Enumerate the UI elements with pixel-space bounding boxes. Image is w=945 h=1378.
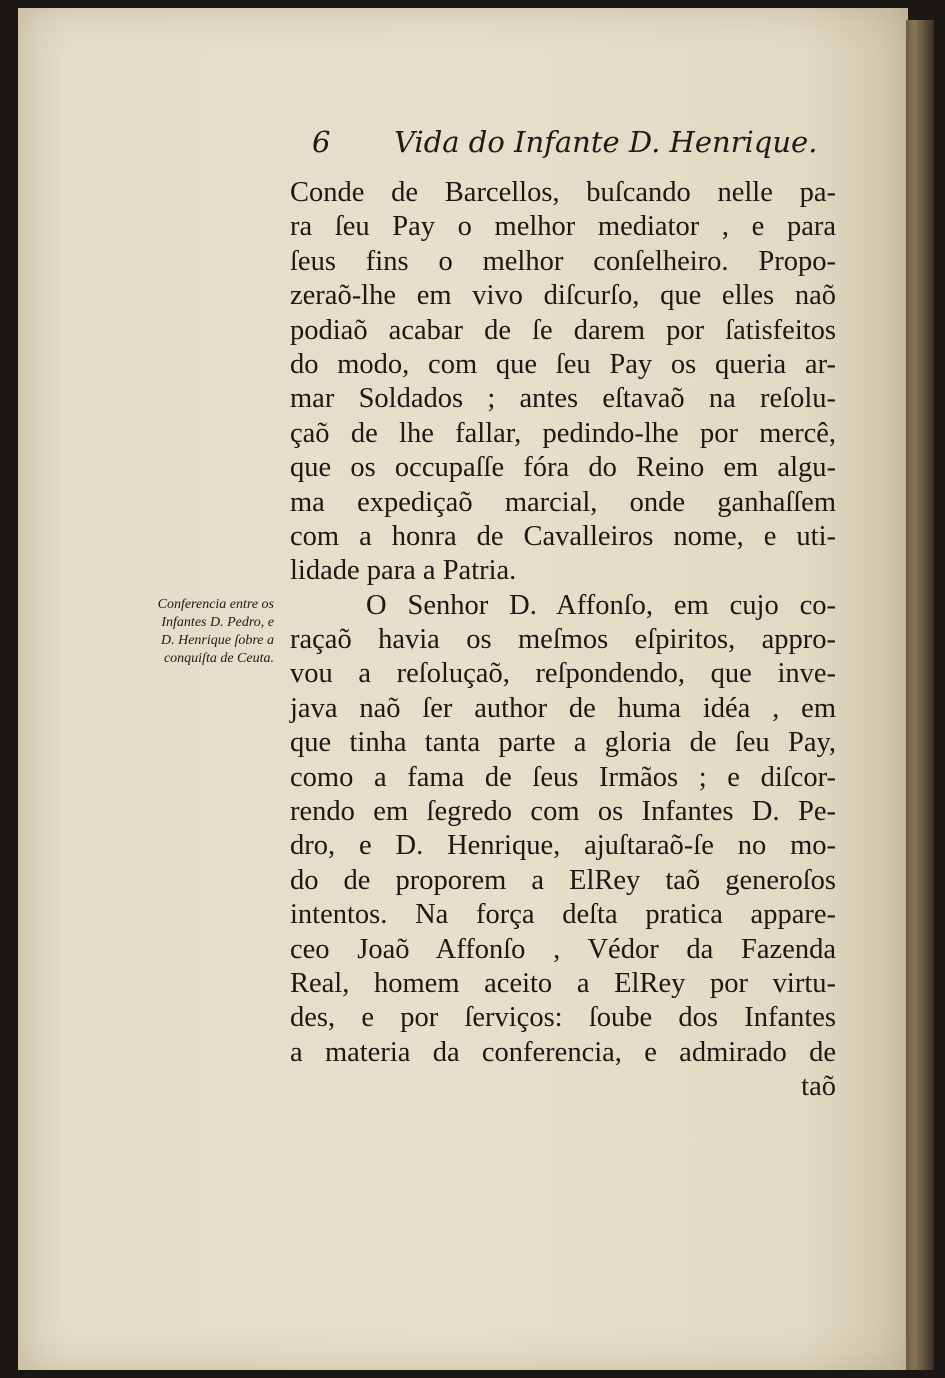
text-line: podiaõ acabar de ſe darem por ſatisfeitos: [290, 314, 836, 346]
page-edge-shadow: [906, 20, 934, 1370]
text-line: ma expediçaõ marcial, onde ganhaſſem: [290, 486, 836, 518]
text-line: ra ſeu Pay o melhor mediator , e para: [290, 211, 836, 243]
margin-note-line: Conferencia entre os: [157, 597, 274, 612]
text-line: do de proporem a ElRey taõ generoſos: [290, 864, 836, 896]
margin-note-line: D. Henrique ſobre a: [160, 633, 274, 648]
text-line: zeraõ-lhe em vivo diſcurſo, que elles naõ: [290, 280, 836, 312]
text-line: do modo, com que ſeu Pay os queria ar-: [290, 348, 836, 380]
text-line: que os occupaſſe fóra do Reino em algu-: [290, 452, 836, 484]
text-line: vou a reſoluçaõ, reſpondendo, que inve-: [290, 658, 836, 690]
page-number: 6: [312, 125, 331, 159]
text-line: mar Soldados ; antes eſtavaõ na reſolu-: [290, 383, 836, 415]
text-line: com a honra de Cavalleiros nome, e uti-: [290, 520, 836, 552]
body-text: [290, 176, 836, 1105]
text-line: como a fama de ſeus Irmãos ; e diſcor-: [290, 761, 836, 793]
text-line: raçaõ havia os meſmos eſpiritos, appro-: [290, 624, 836, 656]
text-line: Real, homem aceito a ElRey por virtu-: [290, 967, 836, 999]
text-line: lidade para a Patria.: [290, 555, 517, 587]
text-line: a materia da conferencia, e admirado de: [290, 1036, 836, 1068]
running-title: Vida do Infante D. Henrique.: [394, 125, 818, 159]
text-line: çaõ de lhe fallar, pedindo-lhe por mercê,: [290, 417, 836, 449]
margin-note-line: conquiſta de Ceuta.: [163, 651, 274, 666]
running-header: [312, 125, 832, 169]
text-line: ceo Joaõ Affonſo , Védor da Fazenda: [290, 933, 836, 965]
margin-note-line: Infantes D. Pedro, e: [161, 615, 274, 630]
text-line: Conde de Barcellos, buſcando nelle pa-: [290, 177, 836, 208]
text-line: java naõ ſer author de huma idéa , em: [290, 692, 836, 724]
text-line: rendo em ſegredo com os Infantes D. Pe-: [290, 796, 836, 828]
text-line: dro, e D. Henrique, ajuſtaraõ-ſe no mo-: [290, 830, 836, 862]
text-line: des, e por ſerviços: ſoube dos Infantes: [290, 1002, 836, 1034]
text-line: que tinha tanta parte a gloria de ſeu Pay,: [290, 727, 836, 759]
text-line: intentos. Na força deſta pratica appare-: [290, 899, 836, 931]
text-line: ſeus fins o melhor conſelheiro. Propo-: [290, 245, 836, 277]
text-line: O Senhor D. Affonſo, em cujo co-: [366, 589, 836, 621]
catchword: taõ: [801, 1071, 836, 1103]
margin-note: [118, 596, 274, 668]
